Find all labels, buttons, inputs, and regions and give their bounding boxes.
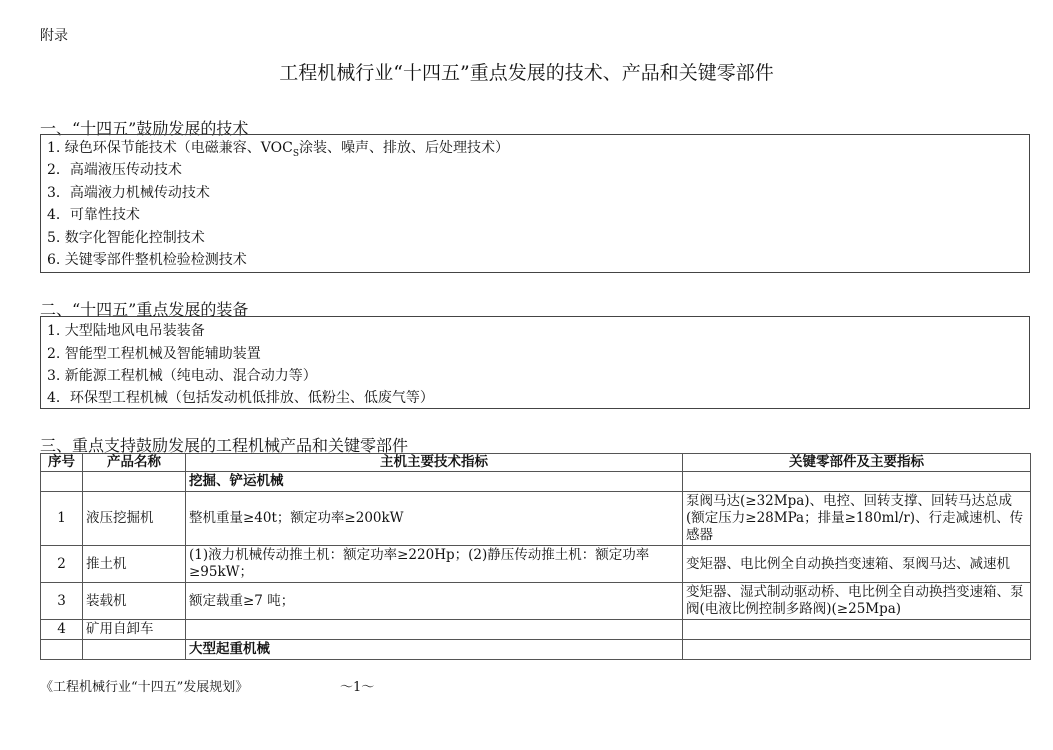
product-parts: 泵阀马达(≥32Mpa)、电控、回转支撑、回转马达总成(额定压力≥28MPa；排量≥180ml/r)、行走减速机、传感器	[683, 492, 1031, 546]
product-name: 矿用自卸车	[83, 620, 186, 640]
row-number: 4	[41, 620, 83, 640]
category-row	[41, 472, 1031, 492]
tech-item-6: 6. 关键零部件整机检验检测技术	[47, 252, 247, 268]
product-name: 推土机	[83, 546, 186, 583]
section2-heading: 二、“十四五”重点发展的装备	[40, 300, 249, 319]
tech-item-5: 5. 数字化智能化控制技术	[47, 230, 205, 246]
product-spec: 额定载重≥7 吨；	[186, 583, 683, 620]
table-row	[41, 492, 1031, 546]
product-table	[40, 453, 1031, 660]
section1-box	[40, 134, 1030, 273]
table-row	[41, 620, 1031, 640]
footer-document-name: 《工程机械行业“十四五”发展规划》	[40, 680, 249, 695]
product-spec	[186, 620, 683, 640]
tech-item-3: 3．高端液力机械传动技术	[47, 185, 210, 201]
document-title: 工程机械行业“十四五”重点发展的技术、产品和关键零部件	[279, 62, 774, 84]
equipment-item-4: 4．环保型工程机械（包括发动机低排放、低粉尘、低废气等）	[47, 390, 434, 406]
row-number: 2	[41, 546, 83, 583]
row-number: 3	[41, 583, 83, 620]
table-row	[41, 583, 1031, 620]
product-parts: 变矩器、电比例全自动换挡变速箱、泵阀马达、减速机	[683, 546, 1031, 583]
tech-item-1: 1. 绿色环保节能技术（电磁兼容、$VOC_S$涂装、噪声、排放、后处理技术）	[47, 140, 510, 159]
equipment-item-1: 1. 大型陆地风电吊装装备	[47, 323, 205, 339]
section2-box	[40, 316, 1030, 409]
category-label: 大型起重机械	[186, 640, 683, 660]
product-name: 液压挖掘机	[83, 492, 186, 546]
appendix-label: 附录	[40, 28, 68, 44]
category-label: 挖掘、铲运机械	[186, 472, 683, 492]
col-header-parts: 关键零部件及主要指标	[683, 454, 1031, 472]
table-row	[41, 546, 1031, 583]
col-header-product: 产品名称	[83, 454, 186, 472]
section3-heading: 三、重点支持鼓励发展的工程机械产品和关键零部件	[40, 436, 409, 455]
tech-item-2: 2．高端液压传动技术	[47, 162, 182, 178]
equipment-item-2: 2. 智能型工程机械及智能辅助装置	[47, 346, 261, 362]
product-parts: 变矩器、湿式制动驱动桥、电比例全自动换挡变速箱、泵阀(电液比例控制多路阀)(≥25Mpa)	[683, 583, 1031, 620]
tech-item-4: 4．可靠性技术	[47, 207, 140, 223]
table-header-row	[41, 454, 1031, 472]
col-header-no: 序号	[41, 454, 83, 472]
product-spec: (1)液力机械传动推土机：额定功率≥220Hp；(2)静压传动推土机：额定功率≥95kW；	[186, 546, 683, 583]
section1-heading: 一、“十四五”鼓励发展的技术	[40, 119, 249, 138]
product-name: 装载机	[83, 583, 186, 620]
equipment-item-3: 3. 新能源工程机械（纯电动、混合动力等）	[47, 368, 317, 384]
col-header-spec: 主机主要技术指标	[186, 454, 683, 472]
footer-page-number: ～1～	[340, 680, 375, 695]
row-number: 1	[41, 492, 83, 546]
category-row	[41, 640, 1031, 660]
product-parts	[683, 620, 1031, 640]
product-spec: 整机重量≥40t；额定功率≥200kW	[186, 492, 683, 546]
